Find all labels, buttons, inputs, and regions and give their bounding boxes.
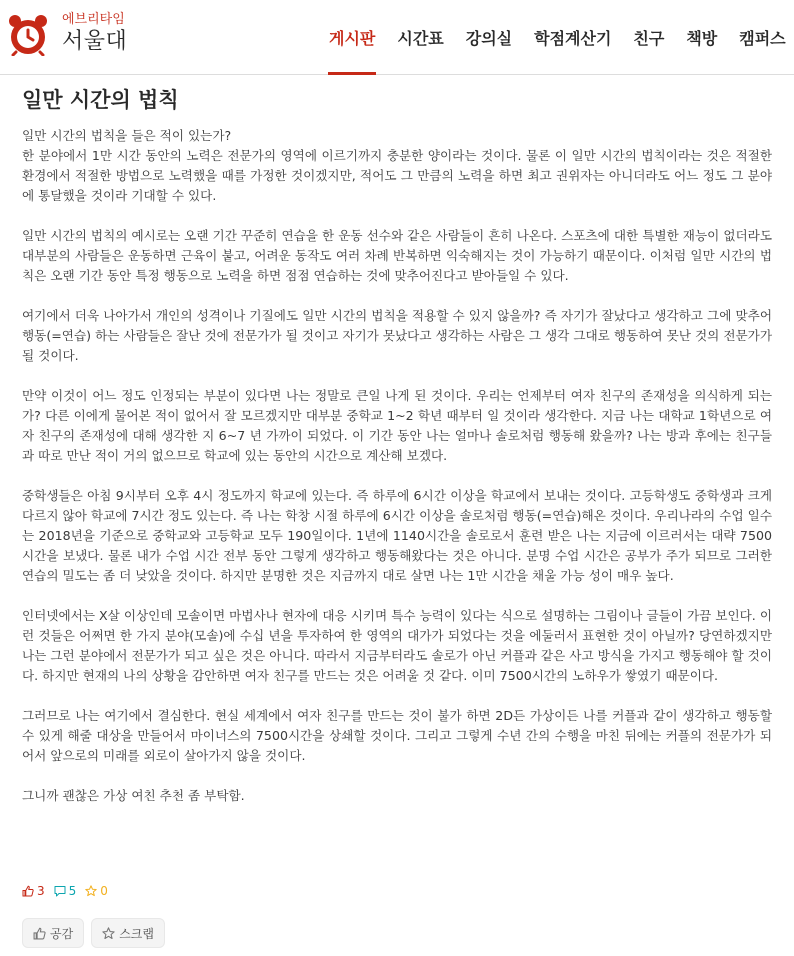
nav-item-timetable[interactable]: 시간표 [397, 29, 444, 48]
thumbs-up-icon [33, 927, 46, 940]
nav-item-gpa-calculator[interactable]: 학점계산기 [534, 29, 612, 48]
vote-count: 3 [37, 884, 45, 898]
nav-item-friends[interactable]: 친구 [633, 29, 665, 48]
paragraph: 인터넷에서는 X살 이상인데 모솔이면 마법사나 현자에 대응 시키며 특수 능력이 있다는 식으로 설명하는 그림이나 글들이 가끔 보인다. 이런 것들은 어쩌면 한 가지 분야(모솔)에 수십 년을 투자하여 한 영역의 대가가 되었다는 것을 에둘러서 표현한 것이 아닐까? 당연하겠지만 나는 그런 분야에서 전문가가 되고 싶은 것은 아니다. 따라서 지금부터라도 솔로가 아닌 커플과 같은 사고 방식을 가지고 행동해야 할 것이다. 하지만 현재의 나의 상황을 감안하면 여자 친구를 만드는 것은 어려울 것 같다. 이미 7500시간의 노하우가 쌓였기 때문이다. [22, 608, 777, 683]
paragraph: 일만 시간의 법칙을 들은 적이 있는가? 한 분야에서 1만 시간 동안의 노력은 전문가의 영역에 이르기까지 충분한 양이라는 것이다. 물론 이 일만 시간의 법칙이라는 것은 적절한 환경에서 적절한 방법으로 노력했을 때를 가정한 것이겠지만, 적어도 그 만큼의 노력을 하면 최고 권위자는 아니더라도 어느 정도 그 분야에 통달했을 것이라 기대할 수 있다. [22, 128, 772, 203]
scrap-button-label: 스크랩 [119, 926, 154, 941]
paragraph: 그니까 괜찮은 가상 여친 추천 좀 부탁함. [22, 788, 245, 803]
like-button-label: 공감 [50, 926, 74, 941]
alarm-clock-logo-icon [6, 12, 50, 56]
main-nav [318, 0, 794, 75]
school-name: 서울대 [62, 29, 128, 54]
nav-item-bookstore[interactable]: 책방 [686, 29, 718, 48]
site-header [0, 0, 794, 75]
article-title: 일만 시간의 법칙 [22, 88, 179, 112]
article [0, 76, 794, 956]
nav-item-lecture-room[interactable]: 강의실 [465, 29, 513, 48]
paragraph: 그러므로 나는 여기에서 결심한다. 현실 세계에서 여자 친구를 만드는 것이 불가 하면 2D든 가상이든 나를 커플과 같이 생각하고 행동할 수 있게 해줄 대상을 만들어서 마이너스의 7500시간을 상쇄할 것이다. 그리고 그렇게 수년 간의 수행을 마친 뒤에는 커플의 전문가가 되어서 앞으로의 미래를 외로이 살아가지 않을 것이다. [22, 708, 777, 763]
star-icon [85, 885, 97, 897]
comment-count: 5 [68, 884, 77, 898]
scrap-button[interactable] [91, 918, 165, 948]
logo-text [62, 12, 127, 56]
comment-stat [54, 884, 77, 898]
article-body [22, 126, 777, 806]
everytime-logo[interactable] [6, 12, 127, 56]
like-button[interactable] [22, 918, 84, 948]
nav-item-campus[interactable]: 캠퍼스 [739, 29, 786, 48]
article-stats [22, 884, 117, 898]
paragraph: 중학생들은 아침 9시부터 오후 4시 정도까지 학교에 있는다. 즉 하루에 6시간 이상을 학교에서 보내는 것이다. 고등학생도 중학생과 크게 다르지 않아 학교에 7시간 정도 있는다. 즉 나는 학창 시절 하루에 6시간 이상을 솔로처럼 행동(=연습)해온 것이다. 우리나라의 수업 일수는 2018년을 기준으로 중학교와 고등학교 모두 190일이다. 1년에 1140시간을 솔로로서 훈련 받은 나는 지금에 이르러서는 대략 7500시간을 보냈다. 물론 내가 수업 시간 전부 동안 그렇게 생각하고 행동해왔다는 것은 아니다. 분명 수업 시간은 공부가 주가 되므로 그러한 연습의 밀도는 좀 더 낮았을 것이다. 하지만 분명한 것은 지금까지 대로 살면 나는 1만 시간을 채울 가능 성이 매우 높다. [22, 488, 777, 583]
paragraph: 만약 이것이 어느 정도 인정되는 부분이 있다면 나는 정말로 큰일 나게 된 것이다. 우리는 언제부터 여자 친구의 존재성을 의식하게 되는가? 다른 이에게 물어본 적이 없어서 잘 모르겠지만 대부분 중학교 1~2 학년 때부터 일 것이라 생각한다. 지금 나는 대학교 1학년으로 여자 친구의 존재성에 대해 생각한 지 6~7 년 가까이 되었다. 이 기간 동안 나는 얼마나 솔로처럼 행동해 왔을까? 나는 방과 후에는 친구들과 따로 만난 적이 거의 없으므로 학교에 있는 동안의 시간으로 계산해 보겠다. [22, 388, 772, 463]
article-actions [22, 918, 172, 948]
paragraph: 여기에서 더욱 나아가서 개인의 성격이나 기질에도 일만 시간의 법칙을 적용할 수 있지 않을까? 즉 자기가 잘났다고 생각하고 그에 맞추어 행동(=연습) 하는 사람들은 잘난 것에 전문가가 될 것이고 자기가 못났다고 생각하는 사람은 그 생각 그대로 행동하여 못난 것의 전문가가 될 것이다. [22, 308, 777, 363]
brand-sub-label: 에브리타임 [62, 12, 125, 27]
vote-stat [22, 884, 45, 898]
scrap-stat [85, 884, 108, 898]
nav-item-board[interactable]: 게시판 [318, 0, 386, 75]
thumbs-up-icon [22, 885, 34, 897]
scrap-count: 0 [100, 884, 108, 898]
star-icon [102, 927, 115, 940]
paragraph: 일만 시간의 법칙의 예시로는 오랜 기간 꾸준히 연습을 한 운동 선수와 같은 사람들이 흔히 나온다. 스포츠에 대한 특별한 재능이 없더라도 대부분의 사람들은 운동하면 근육이 붙고, 어려운 동작도 여러 차례 반복하면 익숙해지는 것이 가능하기 때문이다. 이처럼 일만 시간의 법칙은 오랜 기간 동안 특정 행동으로 노력을 하면 점점 연습하는 것에 맞추어진다고 받아들일 수 있다. [22, 228, 777, 283]
speech-bubble-icon [54, 885, 66, 897]
